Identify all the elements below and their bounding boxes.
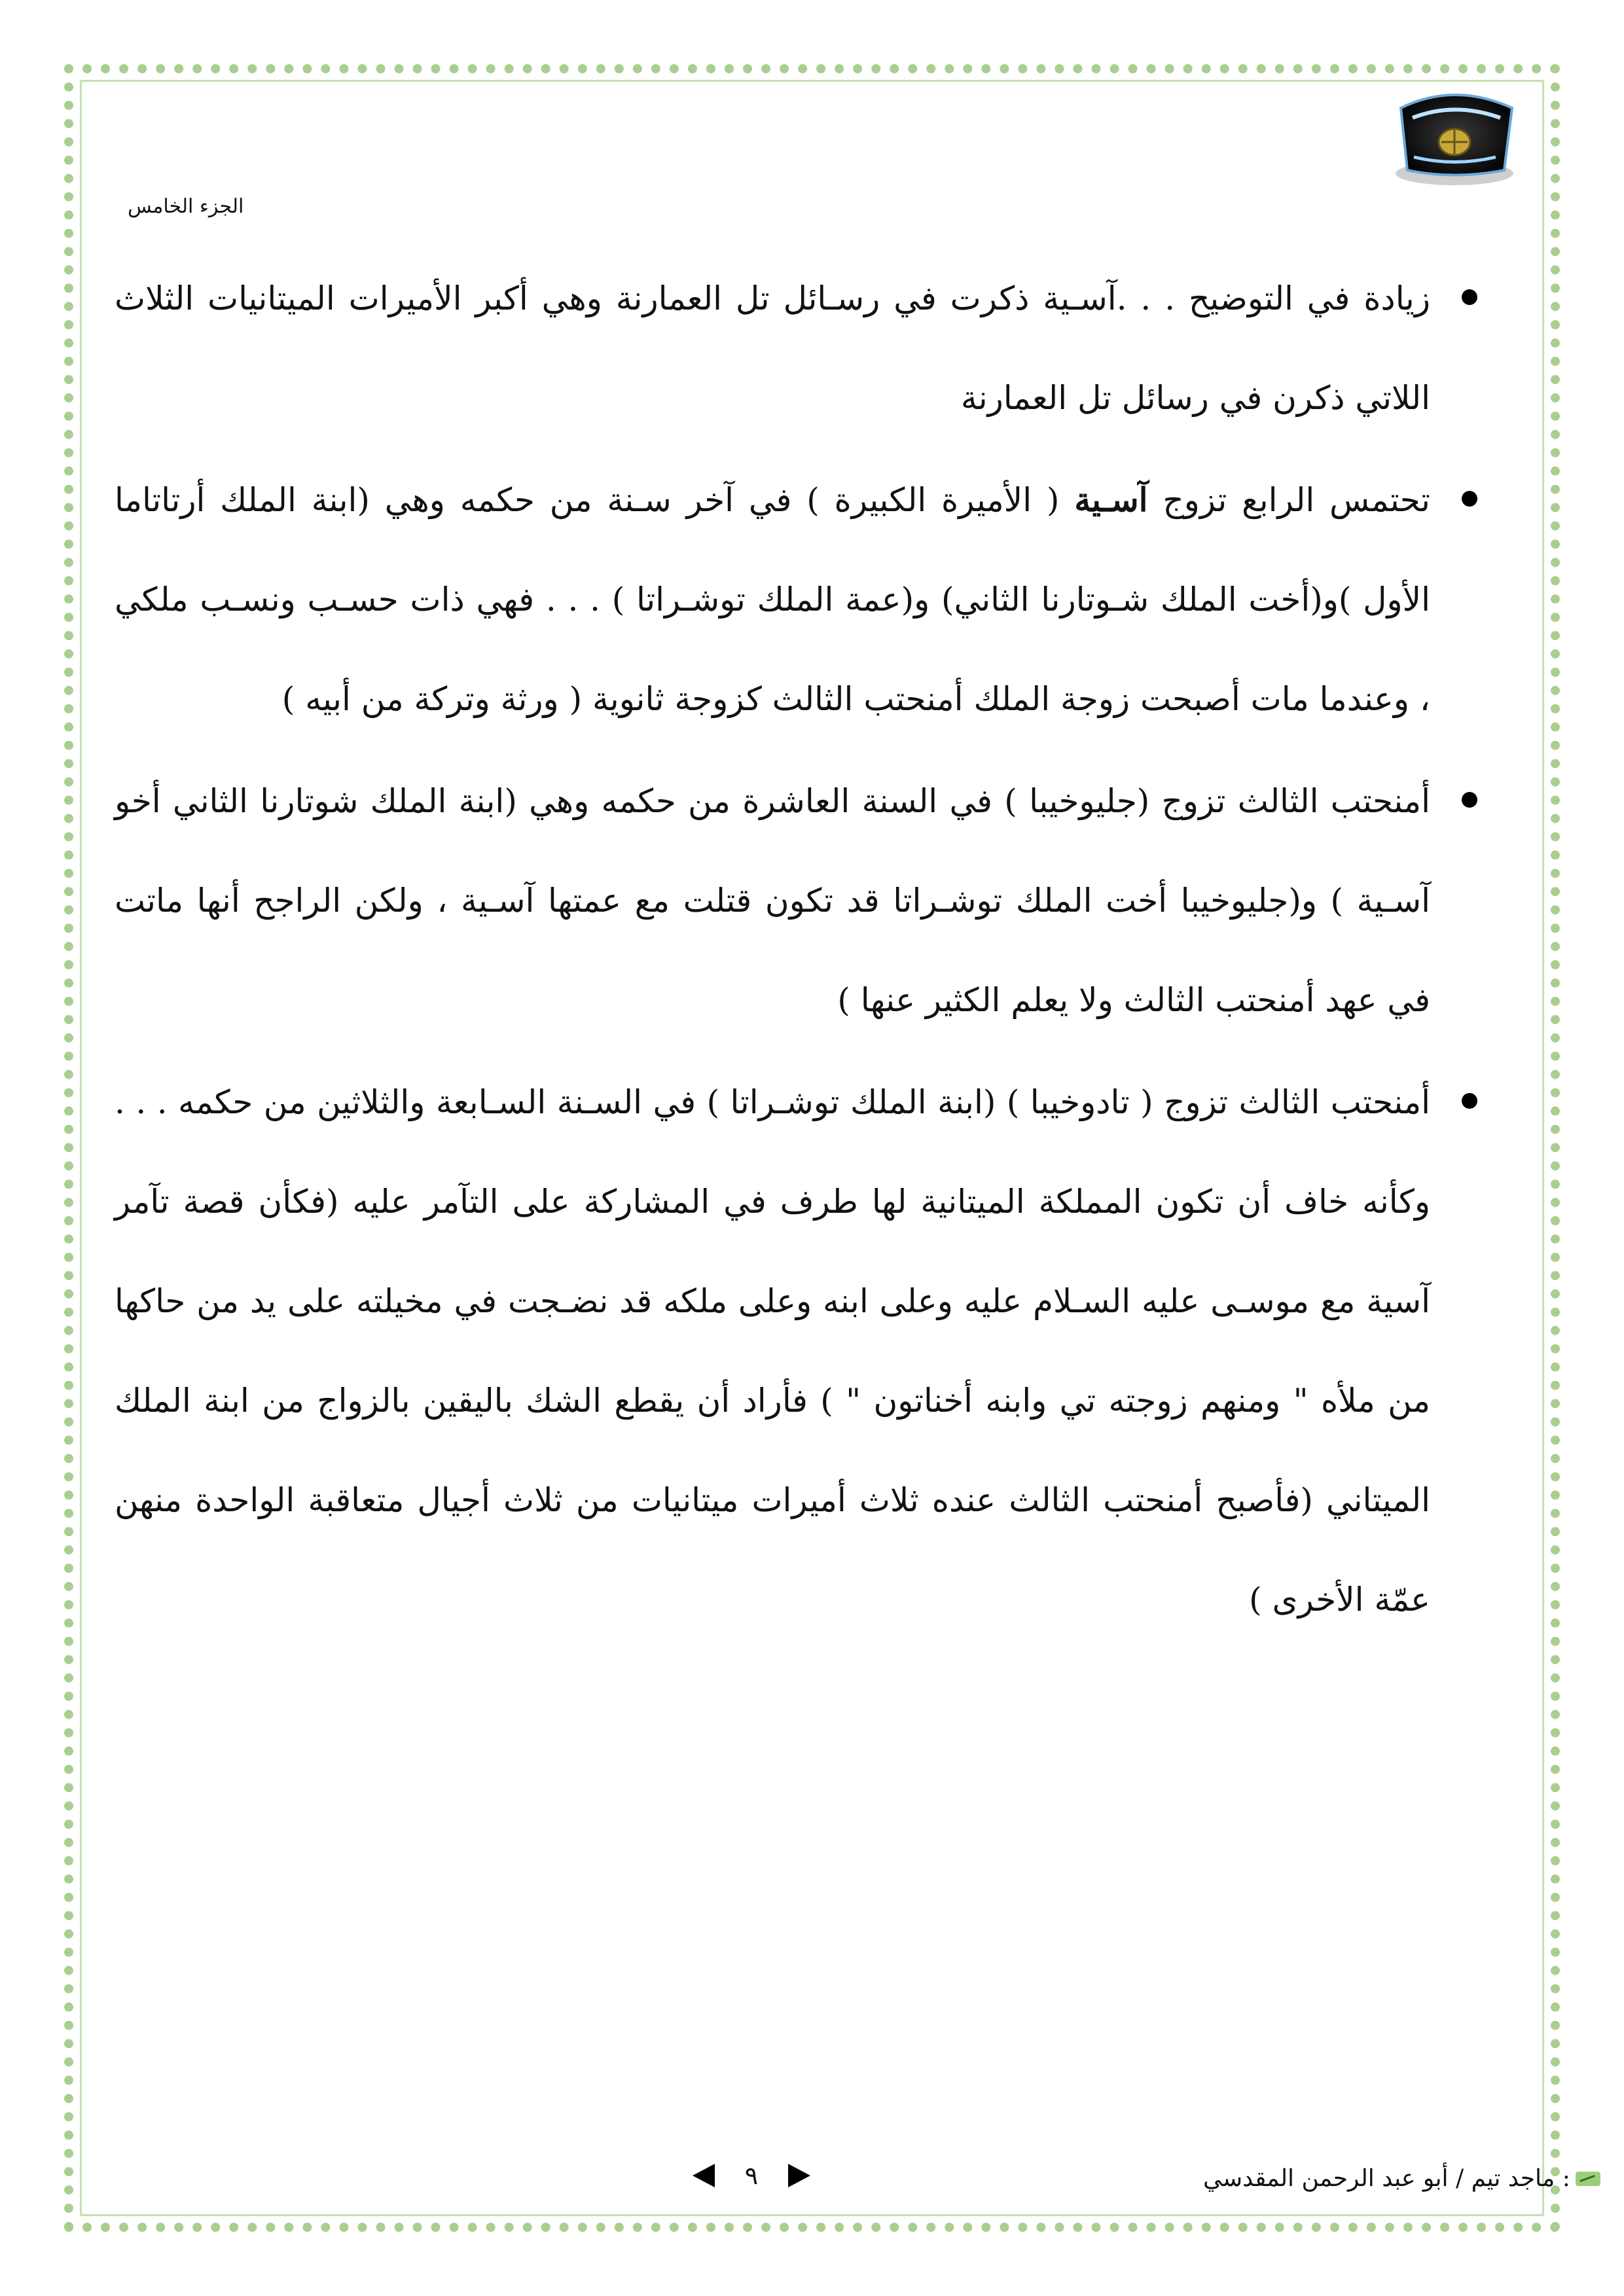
paragraph-text: أمنحتب الثالث تزوج ( تادوخيبا ) (ابنة الملك توشـراتا ) في السـنة السـابعة والثلاثين من حكمه . . . وكأنه خاف أن تكون المملكة الميتانية لها طرف في المشاركة على التآمر عليه (فكأن قصة تآمر آسية مع موسـى عليه السـلام عليه وعلى ابنه وعلى ملكه قد نضـجت في مخيلته على يد من حاكها من ملأه " ومنهم زوجته تي وابنه أخناتون " ) فأراد أن يقطع الشك باليقين بالزواج من ابنة الملك الميتاني (فأصبح أمنحتب الثالث عنده ثلاث أميرات ميتانيات من ثلاث أجيال متعاقبة الواحدة منهن عمّة الأخرى ) (115, 1083, 1430, 1619)
author-name: : ماجد تيم / أبو عبد الرحمن المقدسي (1203, 2165, 1570, 2192)
bullet-icon (1462, 491, 1477, 507)
emblem-logo (1388, 82, 1522, 190)
bullet-paragraph (115, 1052, 1450, 1649)
page-navigator (693, 2156, 810, 2195)
bullet-icon (1462, 792, 1477, 808)
bullet-icon (1462, 289, 1477, 305)
bullet-paragraph (115, 450, 1450, 749)
part-label: الجزء الخامس (128, 195, 244, 218)
main-content (115, 249, 1450, 1652)
bullet-icon (1462, 1093, 1477, 1109)
page-number: ٩ (744, 2161, 759, 2190)
bullet-paragraph (115, 751, 1450, 1050)
triangle-left-icon (693, 2164, 715, 2187)
paragraph-text-after: ( الأميرة الكبيرة ) في آخر سـنة من حكمه وهي (ابنة الملك أرتاتاما الأول )و(أخت الملك شـوتارنا الثاني) و(عمة الملك توشـراتا ) . . . فهي ذات حسـب ونسـب ملكي ، وعندما مات أصبحت زوجة الملك أمنحتب الثالث كزوجة ثانوية ( ورثة وتركة من أبيه ) (115, 481, 1430, 718)
author-credit (1203, 2165, 1600, 2192)
paragraph-text: زيادة في التوضيح . . .آسـية ذكرت في رسـائل تل العمارنة وهي أكبر الأميرات الميتانيات الثلاث اللاتي ذكرن في رسائل تل العمارنة (115, 279, 1430, 417)
paragraph-text-before: تحتمس الرابع تزوج (1163, 481, 1430, 519)
paragraph-text: أمنحتب الثالث تزوج (جليوخيبا ) في السنة العاشرة من حكمه وهي (ابنة الملك شوتارنا الثاني أخو آسـية ) و(جليوخيبا أخت الملك توشـراتا قد تكون قتلت مع عمتها آسـية ، ولكن الراجح أنها ماتت في عهد أمنحتب الثالث ولا يعلم الكثير عنها ) (115, 782, 1430, 1019)
bullet-paragraph (115, 249, 1450, 448)
highlighted-name: آسـية (1074, 480, 1148, 519)
pen-icon (1576, 2172, 1600, 2186)
triangle-right-icon (788, 2164, 810, 2187)
